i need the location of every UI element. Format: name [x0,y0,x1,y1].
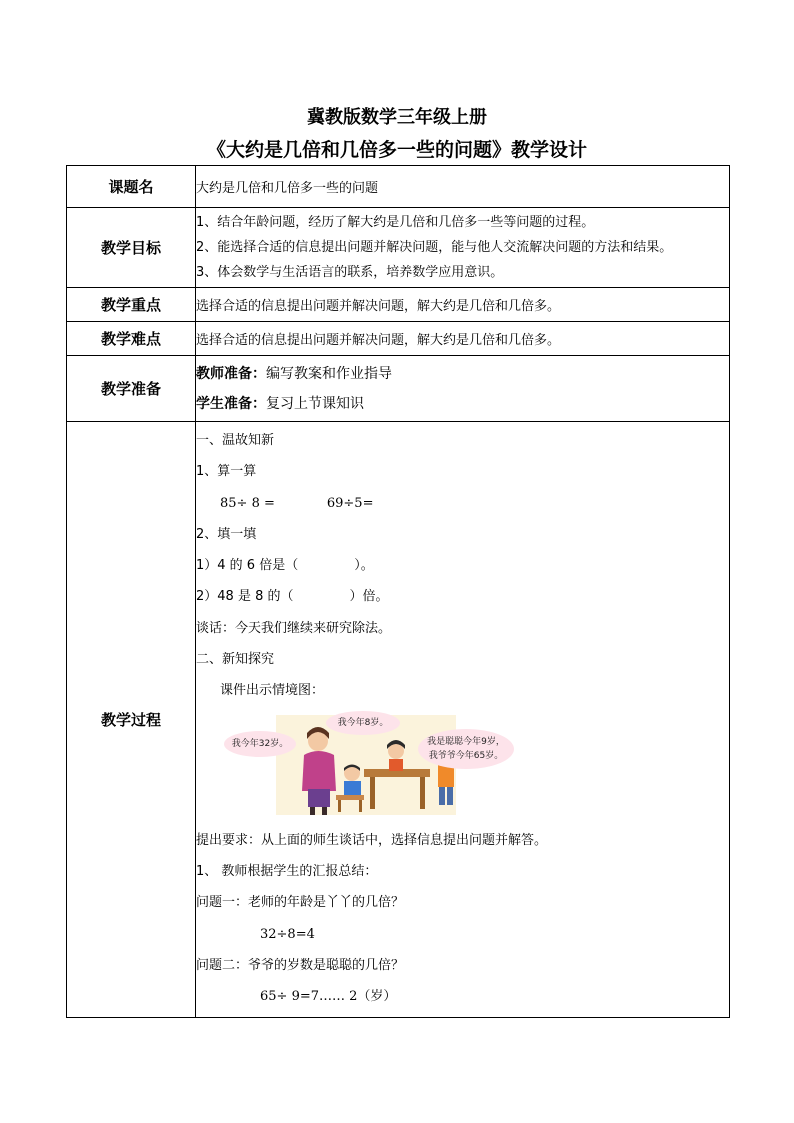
summary-text: 1、 教师根据学生的汇报总结： [196,863,378,879]
fill-problem-2 [196,581,729,612]
girl-figure [387,740,405,771]
document-title: 冀教版数学三年级上册 [307,107,487,128]
preparation-row [67,356,730,422]
fill-problem-1-text: 1）4 的 6 倍是（ [196,558,299,574]
objective-item: 3、体会数学与生活语言的联系，培养数学应用意识。 [196,265,504,280]
chair [336,795,364,800]
topic-value: 大约是几倍和几倍多一些的问题 [196,166,730,208]
lesson-plan-table [66,165,730,1018]
fill-problem-1 [196,550,729,581]
girl-speech-bubble: 我今年8岁。 [326,711,400,735]
calc-problems [196,488,729,519]
calc-problem-a: 85÷ 8 = [220,495,275,511]
calc-problem-b: 69÷5= [326,495,374,511]
talk-text: 谈话：今天我们继续来研究除法。 [196,620,392,636]
objectives-label: 教学目标 [67,208,196,288]
scene-illustration [224,711,514,819]
teacher-preparation [196,359,729,389]
teacher-speech-bubble: 我今年32岁。 [224,731,296,757]
boy-speech-line-1: 我是聪聪今年9岁， [427,736,505,747]
process-content [196,422,730,1018]
objectives-row [67,208,730,288]
question-2-equation: 65÷ 9=7…… 2（岁） [260,989,397,1005]
topic-label: 课题名 [67,166,196,208]
explore-heading: 二、新知探究 [196,652,275,668]
student-preparation-label: 学生准备： [196,395,266,412]
difficulty-label: 教学难点 [67,322,196,356]
document-subtitle: 《大约是几倍和几倍多一些的问题》教学设计 [206,139,587,161]
question-1-equation: 32÷8=4 [260,926,315,942]
boy-speech-bubble [418,729,514,769]
fill-problem-1-end: ）。 [354,558,374,574]
teacher-preparation-value: 编写教案和作业指导 [266,365,392,382]
process-row [67,422,730,1018]
review-heading: 一、温故知新 [196,433,275,448]
objective-item: 2、能选择合适的信息提出问题并解决问题，能与他人交流解决问题的方法和结果。 [196,240,673,255]
boy-speech-line-2: 我爷爷今年65岁。 [428,750,504,761]
topic-row [67,166,730,208]
show-scene-text: 课件出示情境图： [220,683,325,699]
fill-problem-2-text: 2）48 是 8 的（ [196,589,294,605]
difficulty-row [67,322,730,356]
keypoint-value: 选择合适的信息提出问题并解决问题，解大约是几倍和几倍多。 [196,288,730,322]
preparation-content [196,356,730,422]
student-preparation [196,389,729,419]
student-preparation-value: 复习上节课知识 [266,395,364,412]
preparation-label: 教学准备 [67,356,196,422]
fill-heading: 2、填一填 [196,526,257,542]
process-label: 教学过程 [67,422,196,1018]
difficulty-value: 选择合适的信息提出问题并解决问题，解大约是几倍和几倍多。 [196,322,730,356]
requirement-text: 提出要求：从上面的师生谈话中，选择信息提出问题并解答。 [196,832,548,848]
question-2: 问题二：爷爷的岁数是聪聪的几倍？ [196,957,405,973]
fill-problem-2-end: ）倍。 [349,589,389,605]
keypoint-label: 教学重点 [67,288,196,322]
keypoint-row [67,288,730,322]
teacher-preparation-label: 教师准备： [196,365,266,382]
objectives-content [196,208,730,288]
question-1: 问题一：老师的年龄是丫丫的几倍？ [196,895,405,911]
objective-item: 1、结合年龄问题，经历了解大约是几倍和几倍多一些等问题的过程。 [196,215,595,230]
calc-heading: 1、算一算 [196,464,257,480]
